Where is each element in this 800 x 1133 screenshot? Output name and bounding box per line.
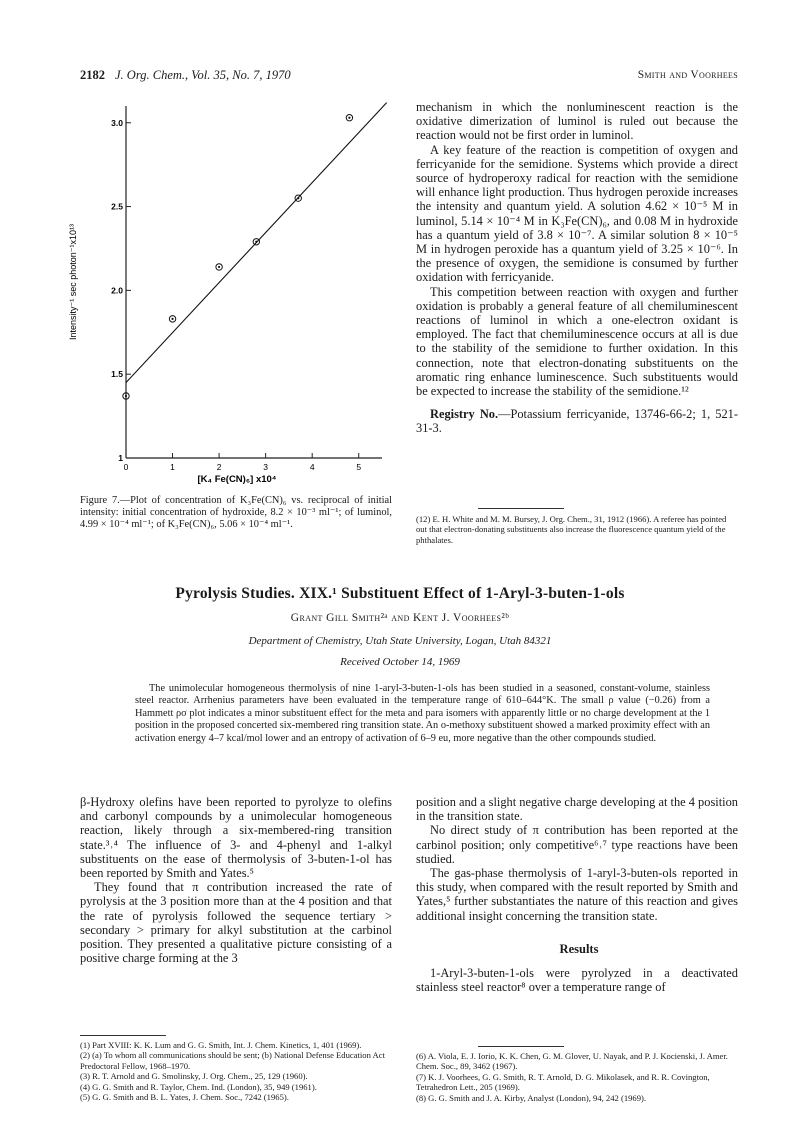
registry-text: —Potassium ferricyanide, 13746-66-2; 1, 521-31-3.	[416, 407, 739, 436]
x-tick-label: 3	[263, 462, 269, 472]
y-tick-label: 1	[118, 453, 123, 463]
x-tick-label: 5	[356, 462, 362, 472]
y-tick-label: 2.0	[111, 285, 123, 296]
section-heading-results: Results	[559, 942, 599, 956]
x-tick-label: 0	[123, 462, 129, 472]
affiliation: Department of Chemistry, Utah State University, Logan, Utah 84321	[248, 635, 552, 647]
footnote-divider	[478, 1046, 564, 1047]
registry-paragraph	[416, 407, 738, 435]
footnote: (2) (a) To whom all communications should be sent; (b) National Defense Education Act Predoctoral Fellow, 1968–1970.	[80, 1050, 385, 1071]
article-title: Pyrolysis Studies. XIX.¹ Substituent Effect of 1-Aryl-3-buten-1-ols	[175, 585, 625, 602]
footnote-divider	[478, 508, 564, 509]
x-axis-label: [K₄ Fe(CN)₆] x10⁴	[197, 474, 277, 485]
footnotes-right	[416, 1051, 738, 1103]
footnote: (1) Part XVIII: K. K. Lum and G. G. Smith, Int. J. Chem. Kinetics, 1, 401 (1969).	[80, 1040, 362, 1050]
y-tick-label: 2.5	[111, 201, 123, 212]
data-point-center	[218, 266, 220, 268]
footnote: (6) A. Viola, E. J. Iorio, K. K. Chen, G. M. Glover, U. Nayak, and P. J. Kocienski, J. Amer. Chem. Soc., 89, 3462 (1967).	[416, 1051, 728, 1072]
received-date: Received October 14, 1969	[340, 656, 460, 668]
paragraph: mechanism in which the nonluminescent reaction is the oxidative dimerization of luminol is ruled out because the reaction would not be first order in luminol.	[416, 100, 738, 143]
paragraph: 1-Aryl-3-buten-1-ols were pyrolyzed in a deactivated stainless steel reactor⁸ over a temperature range of	[416, 966, 738, 995]
x-tick-label: 4	[309, 462, 315, 472]
y-tick-label: 3.0	[111, 117, 123, 128]
footnote: (7) K. J. Voorhees, G. G. Smith, R. T. Arnold, D. G. Mikolasek, and R. R. Covington, Tetrahedron Lett., 205 (1969).	[416, 1071, 710, 1093]
paragraph: A key feature of the reaction is competition of oxygen and ferricyanide for the semidione. Systems which provide a direct source of hydroperoxy radical for reaction with the semidione will enhance light production. Thus hydrogen peroxide increases the intensity and quantum yield. A solution 4.62 × 10⁻⁵ M in luminol, 5.14 × 10⁻⁴ M in K₃Fe(CN)₆, and 0.08 M in hydroxide has a quantum yield of 3.8 × 10⁻⁷. A similar solution 8 × 10⁻⁵ M in hydrogen peroxide has a quantum yield of 3.25 × 10⁻⁶. In the presence of oxygen, the semidione is consumed by further oxidation with ferricyanide.	[416, 142, 738, 285]
footnote: (5) G. G. Smith and B. L. Yates, J. Chem. Soc., 7242 (1965).	[80, 1092, 289, 1103]
y-axis-label: Intensity⁻¹ sec photon⁻¹x10¹³	[68, 223, 78, 341]
data-point-center	[125, 395, 127, 397]
body-right-column	[416, 795, 738, 923]
paragraph: This competition between reaction with oxygen and further oxidation is probably a general feature of all chemiluminescent reactions of luminol in which a one-electron oxidant is employed. The fact that chemiluminescence occurs at all is due to the stability of the semidione to further oxidation. In this connection, note that electron-donating substituents on the aromatic ring enhance luminescence. Such substituents would be expected to increase the stability of the semidione.¹²	[416, 284, 738, 399]
footnotes-left	[80, 1040, 392, 1102]
paragraph: They found that π contribution increased the rate of pyrolysis at the 3 position more than at the 4 position and that the rate of pyrolysis followed the sequence tertiary > secondary > primary for alkyl substitution at the carbinol position. They presented a qualitative picture consisting of a positive charge forming at the 3	[80, 880, 392, 966]
x-tick-label: 2	[216, 462, 222, 472]
footnote-12: (12) E. H. White and M. M. Bursey, J. Org. Chem., 31, 1912 (1966). A referee has pointed out that electron-donating substituents also increase the fluorescence quantum yield of the phthalates.	[416, 514, 727, 545]
results-paragraph	[416, 966, 738, 994]
right-column-top	[416, 100, 738, 436]
body-left-column	[80, 795, 392, 965]
fit-line	[126, 103, 387, 383]
footnote: (8) G. G. Smith and J. A. Kirby, Analyst (London), 94, 242 (1969).	[416, 1092, 647, 1103]
footnote: (4) G. G. Smith and R. Taylor, Chem. Ind. (London), 35, 949 (1961).	[80, 1081, 317, 1092]
article-authors: Grant Gill Smith²ᵃ and Kent J. Voorhees²ᵇ	[290, 612, 510, 624]
footnote: (3) R. T. Arnold and G. Smolinsky, J. Org. Chem., 25, 129 (1960).	[80, 1071, 308, 1082]
paragraph: The gas-phase thermolysis of 1-aryl-3-buten-ols reported in this study, when compared with the result reported by Smith and Yates,⁵ further substantiates the nature of this reaction and gives additional insight concerning the transition state.	[416, 866, 738, 923]
running-head: Smith and Voorhees	[637, 69, 738, 81]
figure-caption: Figure 7.—Plot of concentration of K₃Fe(CN)₆ vs. reciprocal of initial intensity: initial concentration of hydroxide, 8.2 × 10⁻³ ml⁻¹; of luminol, 4.99 × 10⁻⁴ ml⁻¹; of K₃Fe(CN)₆, 5.06 × 10⁻⁴ ml⁻¹.	[80, 495, 392, 531]
figure-7-plot	[62, 98, 402, 490]
footnote-divider	[80, 1035, 166, 1036]
data-point-center	[171, 318, 173, 320]
abstract: The unimolecular homogeneous thermolysis of nine 1-aryl-3-buten-1-ols has been studied in a seasoned, constant-volume, stainless steel reactor. Arrhenius parameters have been evaluated in the temperature range of 610–644°K. The small ρ value (−0.26) from a Hammett ρσ plot indicates a minor substituent effect for the meta and para isomers with apparently little or no charge development at the 1 position in the proposed concerted six-membered ring transition state. An o-methoxy substituent showed a marked proximity effect with an activation energy 4–7 kcal/mol lower and an entropy of activation of 6–9 eu, more negative than the other compounds studied.	[135, 683, 710, 744]
paragraph: position and a slight negative charge developing at the 4 position in the transition state.	[416, 795, 738, 824]
x-tick-label: 1	[170, 462, 175, 472]
data-point-center	[348, 117, 350, 119]
paragraph: No direct study of π contribution has been reported at the carbinol position; only competitive⁶˒⁷ type reactions have been studied.	[416, 823, 738, 866]
registry-label: Registry No.	[430, 407, 499, 422]
journal-citation: J. Org. Chem., Vol. 35, No. 7, 1970	[115, 68, 291, 82]
page-number: 2182	[80, 68, 105, 82]
paragraph: β-Hydroxy olefins have been reported to pyrolyze to olefins and carbonyl compounds by a unimolecular homogeneous reaction, likely through a six-membered-ring transition state.³˒⁴ The influence of 3- and 4-phenyl and 1-alkyl substituents on the ease of thermolysis of 3-buten-1-ol has been reported by Smith and Yates.⁵	[80, 795, 392, 881]
page-header	[80, 68, 291, 83]
y-tick-label: 1.5	[111, 369, 123, 380]
